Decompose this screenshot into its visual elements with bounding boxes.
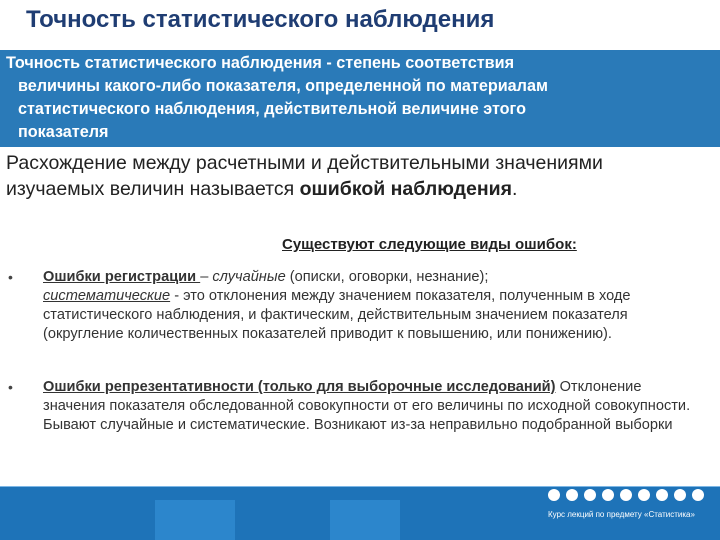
footer-dot-icon <box>584 489 596 501</box>
intro-text: Расхождение между расчетными и действительными значениями изучаемых величин называется <box>6 152 603 200</box>
footer-dot-icon <box>620 489 632 501</box>
systematic-label: систематические <box>43 288 171 304</box>
error-types-heading: Существуют следующие виды ошибок: <box>282 236 577 253</box>
definition-box <box>0 50 720 147</box>
intro-end: . <box>511 178 518 200</box>
footer-dot-icon <box>692 489 704 501</box>
systematic-desc: - это отклонения между значением показателя, полученным в ходе статистического наблюдения, и фактическим, действительным значением показателя (округление количественных показателей приводит к повышению, или понижению). <box>43 288 631 342</box>
footer-dot-icon <box>638 489 650 501</box>
footer-dot-icon <box>674 489 686 501</box>
bullet-text <box>43 378 693 435</box>
footer-decor <box>155 500 235 540</box>
footer-decor <box>330 500 400 540</box>
footer-dot-icon <box>602 489 614 501</box>
footer-caption: Курс лекций по предмету «Статистика» <box>548 510 695 519</box>
footer-divider <box>0 486 720 487</box>
bullet-dash: – <box>200 269 213 285</box>
definition-line: показателя <box>18 123 109 141</box>
footer-dot-icon <box>548 489 560 501</box>
bullet-text <box>43 268 693 344</box>
definition-line: величины какого-либо показателя, определенной по материалам <box>18 77 548 95</box>
footer-dots <box>548 489 704 501</box>
definition-line: Точность статистического наблюдения - степень соответствия <box>6 54 515 72</box>
intro-emphasis: ошибкой наблюдения <box>299 178 512 200</box>
bullet-term: Ошибки регистрации <box>43 269 201 285</box>
footer-dot-icon <box>656 489 668 501</box>
definition-line: статистического наблюдения, действительной величине этого <box>18 100 526 118</box>
bullet-icon: • <box>8 269 13 285</box>
bullet-desc: Отклонение значения показателя обследованной совокупности от его величины по исходной совокупности. Бывают случайные и систематические. Возникают из-за неправильно подобранной выборки <box>43 379 691 433</box>
random-label: случайные <box>212 269 286 285</box>
random-desc: (описки, оговорки, незнание); <box>285 269 489 285</box>
bullet-icon: • <box>8 379 13 395</box>
slide-title: Точность статистического наблюдения <box>26 6 495 33</box>
footer-dot-icon <box>566 489 578 501</box>
bullet-term: Ошибки репрезентативности (только для выборочные исследований) <box>43 379 556 395</box>
intro-paragraph <box>6 150 706 202</box>
